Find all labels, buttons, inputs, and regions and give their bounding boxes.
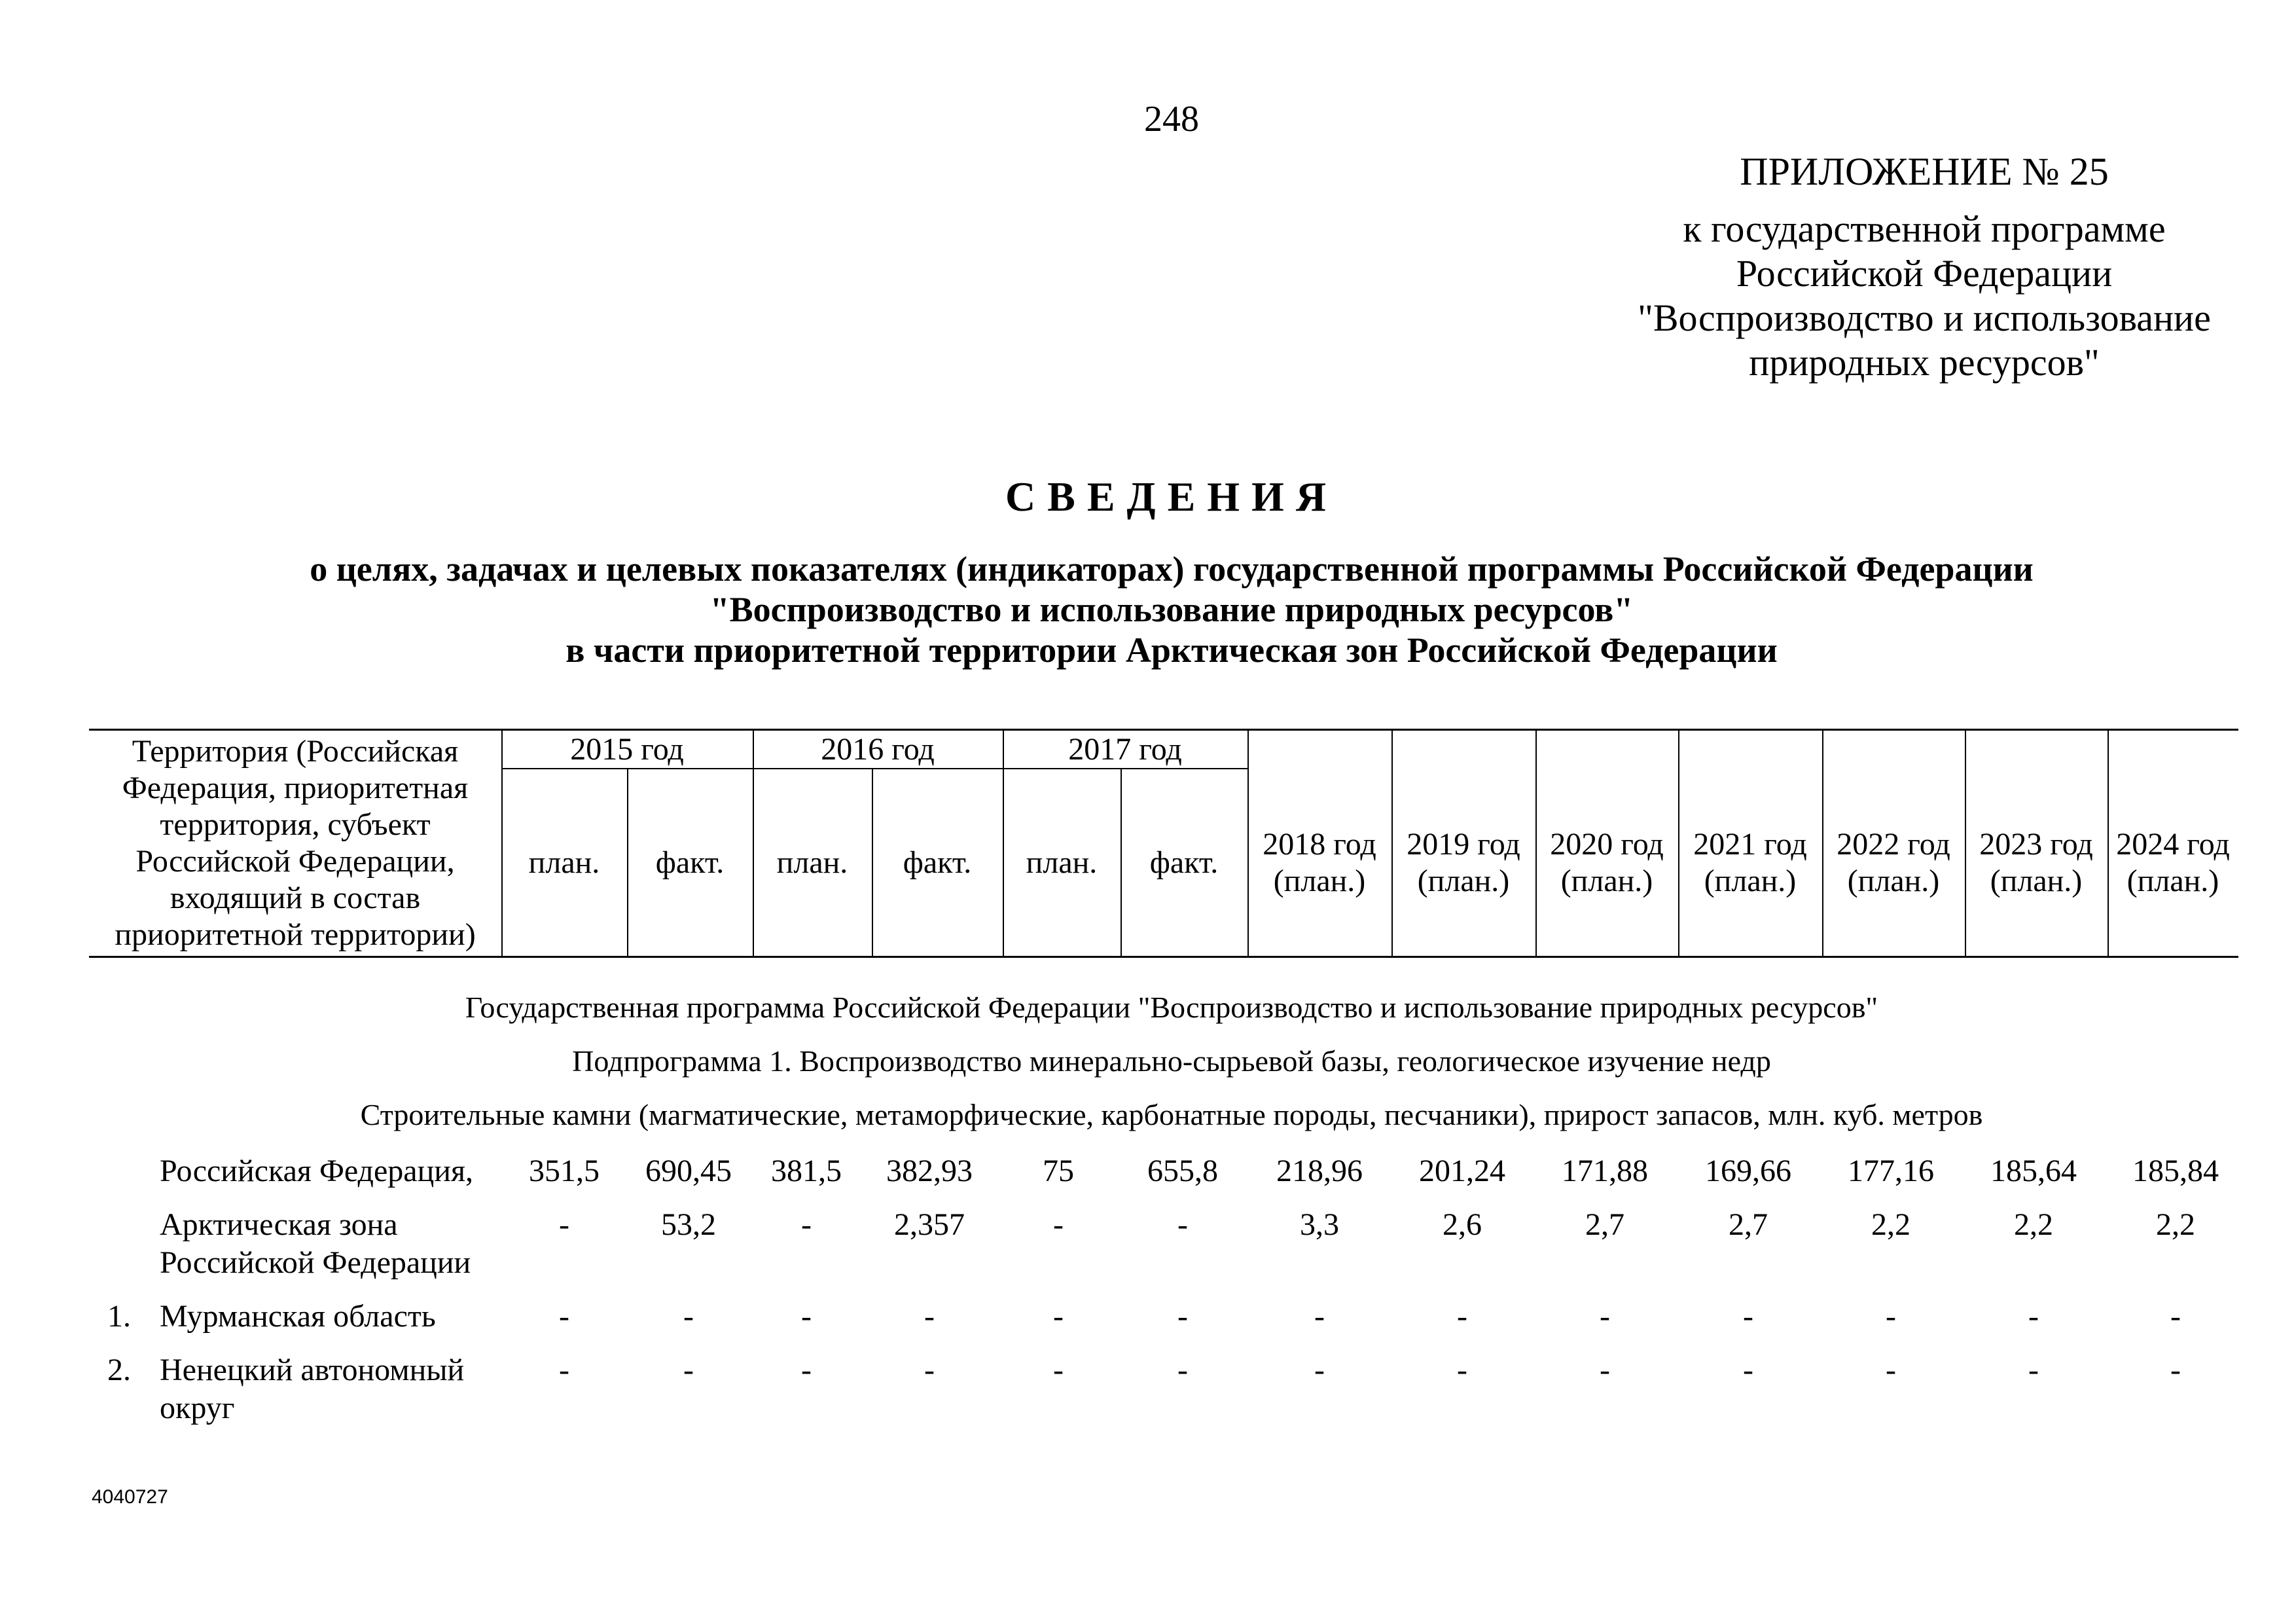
year-header-2021 xyxy=(1678,768,1822,958)
value-cell: - xyxy=(1053,1207,1064,1242)
value-cell: 381,5 xyxy=(771,1154,842,1188)
year-note: (план.) xyxy=(1990,864,2083,898)
fact-label: факт. xyxy=(1149,845,1219,880)
value-cell: 2,2 xyxy=(1871,1207,1910,1242)
year-label: 2023 год xyxy=(1979,827,2093,862)
row-index: 2. xyxy=(107,1353,131,1387)
value-cell: - xyxy=(1743,1299,1753,1334)
value-cell: - xyxy=(1743,1353,1753,1387)
plan-header xyxy=(753,768,872,958)
value-cell: 2,2 xyxy=(2156,1207,2195,1242)
value-cell: 169,66 xyxy=(1705,1154,1791,1188)
plan-label: план. xyxy=(528,845,600,880)
fact-label: факт. xyxy=(903,845,972,880)
table-header xyxy=(89,729,2238,958)
value-cell: - xyxy=(683,1299,694,1334)
value-cell: - xyxy=(1314,1353,1325,1387)
value-cell: - xyxy=(683,1353,694,1387)
fact-label: факт. xyxy=(655,845,725,880)
year-header-2019 xyxy=(1391,768,1535,958)
value-cell: 2,2 xyxy=(2014,1207,2053,1242)
heading-line: "Воспроизводство и использование природных ресурсов" xyxy=(709,590,1634,629)
appendix-block xyxy=(1597,149,2251,385)
document-code: 4040727 xyxy=(92,1486,168,1508)
value-cell: 351,5 xyxy=(529,1154,600,1188)
row-label-line: Ненецкий автономный xyxy=(160,1353,465,1387)
value-cell: - xyxy=(1457,1353,1467,1387)
plan-header xyxy=(1003,768,1121,958)
year-note: (план.) xyxy=(1417,864,1510,898)
value-cell: - xyxy=(2028,1299,2039,1334)
row-label xyxy=(160,1351,464,1427)
year-label: 2024 год xyxy=(2116,827,2230,862)
document-heading xyxy=(0,473,2296,670)
year-label: 2020 год xyxy=(1550,827,1664,862)
value-cell: - xyxy=(1457,1299,1467,1334)
heading-title: СВЕДЕНИЯ xyxy=(1005,473,1338,520)
year-header-2024 xyxy=(2108,768,2238,958)
value-cell: - xyxy=(1053,1353,1064,1387)
plan-label: план. xyxy=(1026,845,1098,880)
value-cell: 201,24 xyxy=(1419,1154,1505,1188)
year-note: (план.) xyxy=(1560,864,1653,898)
appendix-line: природных ресурсов" xyxy=(1749,341,2100,384)
group-2016: 2016 год xyxy=(821,732,935,767)
row-label xyxy=(160,1206,471,1282)
value-cell: - xyxy=(801,1299,812,1334)
value-cell: - xyxy=(559,1299,569,1334)
value-cell: 218,96 xyxy=(1276,1154,1363,1188)
plan-header xyxy=(501,768,627,958)
program-title: Государственная программа Российской Федерации "Воспроизводство и использование природных ресурсов" xyxy=(465,991,1878,1024)
value-cell: 382,93 xyxy=(886,1154,973,1188)
row-label xyxy=(160,1152,473,1190)
territory-header xyxy=(89,729,501,958)
value-cell: - xyxy=(2170,1353,2181,1387)
appendix-line: к государственной программе xyxy=(1683,208,2166,250)
page-number: 248 xyxy=(1144,99,1199,139)
row-label-line: Мурманская область xyxy=(160,1299,436,1334)
value-cell: 185,64 xyxy=(1990,1154,2077,1188)
heading-line: о целях, задачах и целевых показателях (индикаторах) государственной программы Российской Федерации xyxy=(310,549,2034,589)
value-cell: 185,84 xyxy=(2132,1154,2219,1188)
value-cell: 2,357 xyxy=(894,1207,965,1242)
value-cell: - xyxy=(1053,1299,1064,1334)
group-2017: 2017 год xyxy=(1068,732,1182,767)
row-label-line: Арктическая зона xyxy=(160,1207,398,1242)
indicator-title: Строительные камни (магматические, метаморфические, карбонатные породы, песчаники), прирост запасов, млн. куб. метров xyxy=(360,1098,1983,1131)
value-cell: - xyxy=(559,1353,569,1387)
value-cell: 690,45 xyxy=(645,1154,732,1188)
year-note: (план.) xyxy=(1847,864,1940,898)
value-cell: - xyxy=(1600,1353,1610,1387)
value-cell: - xyxy=(1177,1353,1188,1387)
year-label: 2022 год xyxy=(1837,827,1950,862)
year-note: (план.) xyxy=(1273,864,1366,898)
value-cell: - xyxy=(1886,1353,1896,1387)
year-label: 2018 год xyxy=(1263,827,1376,862)
row-label-line: Российская Федерация, xyxy=(160,1154,474,1188)
year-header-2022 xyxy=(1822,768,1965,958)
value-cell: 2,7 xyxy=(1729,1207,1768,1242)
value-cell: - xyxy=(801,1207,812,1242)
appendix-line: Российской Федерации xyxy=(1736,252,2113,295)
value-cell: - xyxy=(924,1299,935,1334)
appendix-line: "Воспроизводство и использование xyxy=(1638,297,2211,339)
value-cell: - xyxy=(1314,1299,1325,1334)
appendix-number: ПРИЛОЖЕНИЕ № 25 xyxy=(1740,150,2109,193)
row-label-line: округ xyxy=(160,1391,235,1425)
value-cell: - xyxy=(924,1353,935,1387)
territory-header-text: Территория (Российская Федерация, приоритетная территория, субъект Российской Федерации, входящий в состав приоритетной территории) xyxy=(115,734,476,952)
value-cell: - xyxy=(2028,1353,2039,1387)
value-cell: - xyxy=(2170,1299,2181,1334)
value-cell: - xyxy=(801,1353,812,1387)
plan-label: план. xyxy=(776,845,848,880)
row-label-line: Российской Федерации xyxy=(160,1245,471,1280)
year-header-2020 xyxy=(1535,768,1678,958)
value-cell: 2,6 xyxy=(1443,1207,1482,1242)
fact-header xyxy=(872,768,1003,958)
year-header-2023 xyxy=(1965,768,2108,958)
row-label xyxy=(160,1298,436,1336)
value-cell: 171,88 xyxy=(1562,1154,1648,1188)
value-cell: 53,2 xyxy=(661,1207,716,1242)
value-cell: 3,3 xyxy=(1300,1207,1339,1242)
subprogram-title: Подпрограмма 1. Воспроизводство минерально-сырьевой базы, геологическое изучение недр xyxy=(572,1044,1771,1078)
row-index: 1. xyxy=(107,1299,131,1334)
value-cell: - xyxy=(1600,1299,1610,1334)
year-label: 2019 год xyxy=(1407,827,1520,862)
value-cell: 75 xyxy=(1043,1154,1074,1188)
value-cell: 655,8 xyxy=(1147,1154,1218,1188)
year-header-2018 xyxy=(1247,768,1391,958)
group-2015: 2015 год xyxy=(570,732,684,767)
value-cell: - xyxy=(1177,1299,1188,1334)
heading-line: в части приоритетной территории Арктическая зон Российской Федерации xyxy=(565,630,1778,670)
value-cell: - xyxy=(1886,1299,1896,1334)
value-cell: - xyxy=(1177,1207,1188,1242)
year-note: (план.) xyxy=(2126,864,2219,898)
year-label: 2021 год xyxy=(1693,827,1807,862)
fact-header xyxy=(1121,768,1247,958)
value-cell: 2,7 xyxy=(1585,1207,1624,1242)
value-cell: 177,16 xyxy=(1848,1154,1934,1188)
fact-header xyxy=(627,768,753,958)
year-note: (план.) xyxy=(1704,864,1797,898)
value-cell: - xyxy=(559,1207,569,1242)
